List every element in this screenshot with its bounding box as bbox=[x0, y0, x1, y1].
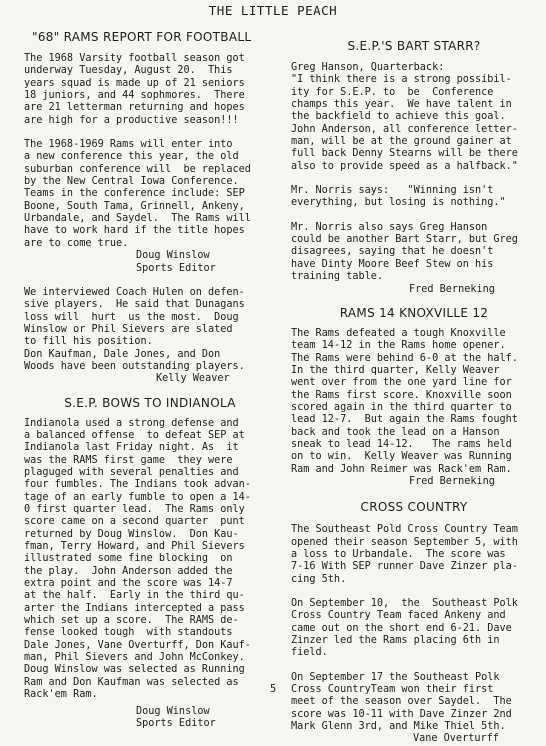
football-signature: Doug Winslow Sports Editor bbox=[136, 250, 216, 274]
norris-quote-paragraph: Mr. Norris says: "Winning isn't everything, but losing is nothing." bbox=[291, 185, 506, 209]
conference-paragraph: The 1968-1969 Rams will enter into a new conference this year, the old suburban conference will be replaced by the New Central Iowa Conference. Teams in the conference include: SEP Boone, South Tama, Grinnell, Ankeny, Urbandale, and Saydel. The Rams will have to work hard if the title hopes are to come true. bbox=[24, 139, 251, 249]
right-column bbox=[291, 30, 537, 746]
indianola-heading: S.E.P. BOWS TO INDIANOLA bbox=[64, 395, 236, 410]
cross-country-saydel-paragraph: On September 17 the Southeast Polk Cross CountryTeam won their first meet of the season over Saydel. The score was 10-11 with Dave Zinzer 2nd Mark Glenn 3rd, and Mike Thiel 5th. bbox=[291, 671, 512, 733]
cross-country-opener-paragraph: The Southeast Pold Cross Country Team opened their season September 5, with a loss to Urbandale. The score was 7-16 With SEP runner Dave Zinzer pla- cing 5th. bbox=[291, 524, 518, 585]
football-report-heading: "68" RAMS REPORT FOR FOOTBALL bbox=[32, 30, 252, 44]
page-number: 5 bbox=[269, 683, 277, 695]
knoxville-heading: RAMS 14 KNOXVILLE 12 bbox=[339, 305, 489, 320]
bart-starr-heading: S.E.P.'S BART STARR? bbox=[347, 39, 481, 53]
knoxville-signature: Fred Berneking bbox=[409, 475, 495, 487]
cross-country-signature: Vane Overturff bbox=[413, 733, 499, 745]
indianola-signature: Doug Winslow Sports Editor bbox=[136, 705, 216, 729]
coach-interview-paragraph: We interviewed Coach Hulen on defen- sive players. He said that Dunagans loss will hurt us the most. Doug Winslow or Phil Sievers are slated to fill his position. Don Kaufman, Dale Jones, and Don Woods have been outstanding players. bbox=[24, 286, 245, 372]
hanson-quote-paragraph: Greg Hanson, Quarterback: "I think there is a strong possibil- ity for S.E.P. to be Conference champs this year. We have talent in the backfield to achieve this goal. John Anderson, all conference letter- man, will be at the ground gainer at full back Denny Stearns will be there also to provide speed as a halfback." bbox=[291, 62, 518, 172]
left-column bbox=[24, 30, 276, 730]
cross-country-heading: CROSS COUNTRY bbox=[360, 500, 468, 515]
masthead-title: THE LITTLE PEACH bbox=[208, 3, 338, 18]
bart-starr-paragraph: Mr. Norris also says Greg Hanson could be another Bart Starr, but Greg disagrees, saying that he doesn't have Dinty Moore Beef Stew on his training table. bbox=[291, 221, 518, 283]
indianola-paragraph: Indianola used a strong defense and a balanced offense to defeat SEP at Indianola last Friday night. As it was the RAMS first game they were plaguged with several penalties and four fumbles. The Indians took advan- tage of an early fumble to open a 14- 0 first quarter lead. The Rams only score came on a second quarter punt returned by Doug Winslow. Don Kau- fman, Terry Howard, and Phil Sievers illustrated some fine blocking on the play. John Anderson added the extra point and the score was 14-7 at the half. Early in the third qu- arter the Indians intercepted a pass which set up a score. The RAMS de- fense looked tough with standouts Dale Jones, Vane Overturff, Don Kauf- man, Phil Sievers and John McConkey. Doug Winslow was selected as Running Ram and Don Kaufman was selected as Rack'em Ram. bbox=[24, 417, 251, 701]
coach-interview-signature: Kelly Weaver bbox=[156, 373, 230, 385]
knoxville-paragraph: The Rams defeated a tough Knoxville team 14-12 in the Rams home opener. The Rams were behind 6-0 at the half. In the third quarter, Kelly Weaver went over from the one yard line for the Rams first score. Knoxville soon scored again in the third quarter to lead 12-7. But again the Rams fought back and took the lead on a Hanson sneak to lead 14-12. The rams held on to win. Kelly Weaver was Running Ram and John Reimer was Rack'em Ram. bbox=[291, 327, 518, 475]
football-season-paragraph: The 1968 Varsity football season got underway Tuesday, August 20. This years squad is made up of 21 seniors 18 juniors, and 44 sophmores. There are 21 letterman returning and hopes are high for a productive season!!! bbox=[24, 53, 245, 126]
bart-starr-signature: Fred Berneking bbox=[409, 283, 495, 295]
cross-country-ankeny-paragraph: On September 10, the Southeast Polk Cross Country Team faced Ankeny and came out on the short end 6-21. Dave Zinzer led the Rams placing 6th in field. bbox=[291, 598, 518, 659]
